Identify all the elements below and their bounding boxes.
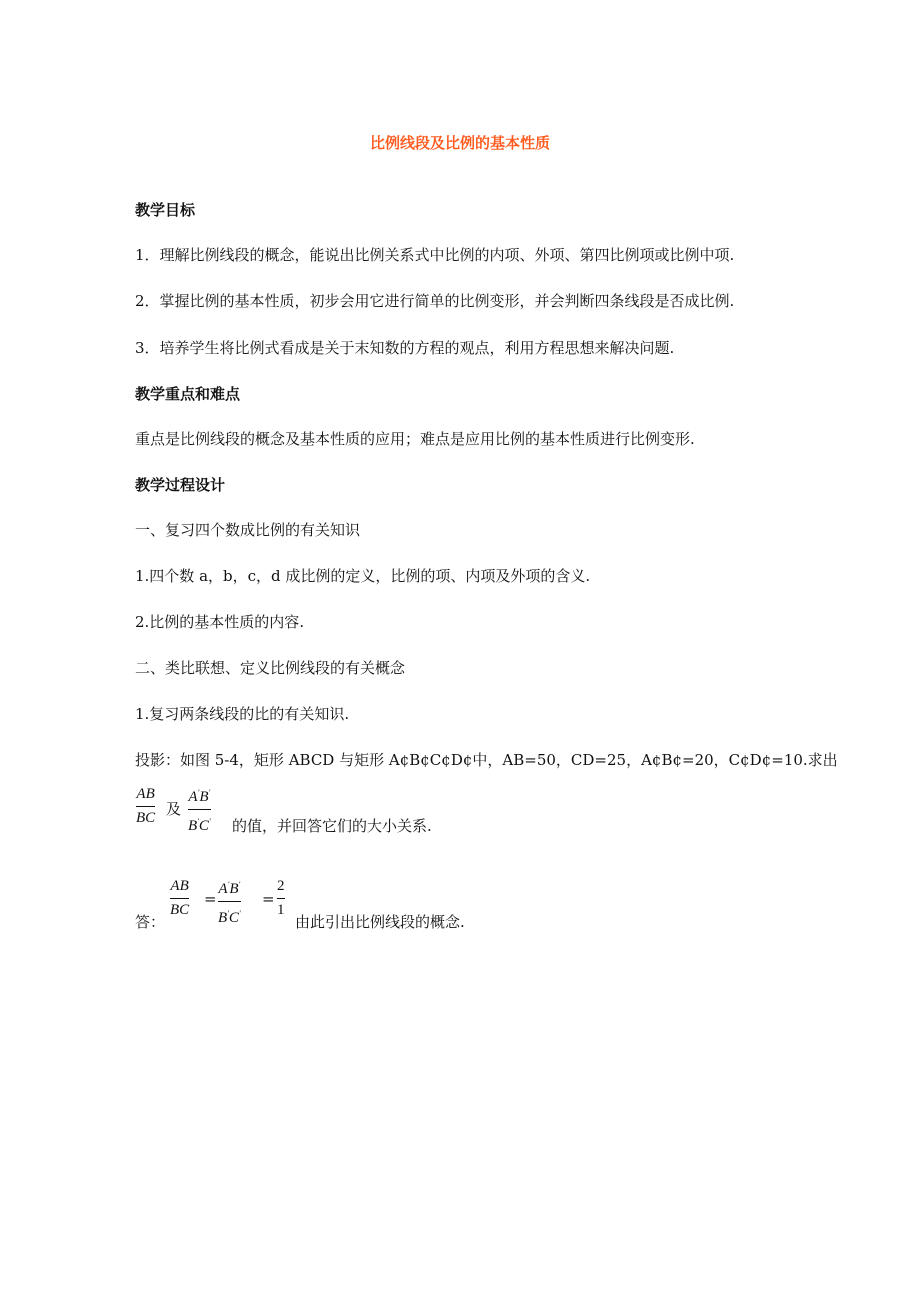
frac-denominator: BC xyxy=(170,902,190,918)
fraction-bar xyxy=(277,898,285,899)
equals-sign-1: = xyxy=(204,890,217,908)
question-connector: 及 xyxy=(166,800,182,818)
fraction-bar xyxy=(188,809,211,810)
key-heading: 教学重点和难点 xyxy=(135,385,241,403)
fraction-prime xyxy=(188,784,211,835)
fraction-ab-bc xyxy=(136,786,155,827)
fraction-bar xyxy=(218,901,241,902)
frac-denominator: BC xyxy=(136,810,156,826)
frac-numerator-prime: A'B' xyxy=(188,788,211,805)
frac-numerator: AB xyxy=(136,786,155,802)
objective-1: 1．理解比例线段的概念，能说出比例关系式中比例的内项、外项、第四比例项或比例中项. xyxy=(135,246,735,264)
objective-2: 2．掌握比例的基本性质，初步会用它进行简单的比例变形，并会判断四条线段是否成比例. xyxy=(135,292,735,310)
fraction-bar xyxy=(136,806,155,807)
projection-text: 投影：如图 5-4，矩形 ABCD 与矩形 A¢B¢C¢D¢中，AB=50，CD=25，A¢B¢=20，C¢D¢=10.求出 xyxy=(135,751,838,769)
answer-fraction-2-1 xyxy=(277,878,285,919)
equals-sign-2: = xyxy=(262,890,275,908)
frac-denominator-prime: B'C' xyxy=(218,909,241,926)
answer-fraction-ab-bc xyxy=(170,878,189,919)
objectives-heading: 教学目标 xyxy=(135,201,196,219)
answer-fraction-prime xyxy=(218,876,241,927)
question-tail: 的值，并回答它们的大小关系. xyxy=(232,817,432,835)
frac-numerator-prime: A'B' xyxy=(218,880,241,897)
part1-item1: 1.四个数 a，b，c，d 成比例的定义，比例的项、内项及外项的含义. xyxy=(135,567,591,585)
page-title: 比例线段及比例的基本性质 xyxy=(369,134,550,152)
part2-title: 二、类比联想、定义比例线段的有关概念 xyxy=(135,659,406,677)
process-heading: 教学过程设计 xyxy=(135,476,226,494)
frac-denominator-1: 1 xyxy=(277,902,285,918)
frac-denominator-prime: B'C' xyxy=(188,817,211,834)
part1-title: 一、复习四个数成比例的有关知识 xyxy=(135,521,361,539)
fraction-bar xyxy=(170,898,189,899)
part1-item2: 2.比例的基本性质的内容. xyxy=(135,613,305,631)
key-text: 重点是比例线段的概念及基本性质的应用；难点是应用比例的基本性质进行比例变形. xyxy=(135,430,695,448)
answer-tail: 由此引出比例线段的概念. xyxy=(295,913,465,931)
frac-numerator-2: 2 xyxy=(277,878,285,894)
objective-3: 3．培养学生将比例式看成是关于末知数的方程的观点，利用方程思想来解决问题. xyxy=(135,339,675,357)
part2-item1: 1.复习两条线段的比的有关知识. xyxy=(135,705,350,723)
answer-label: 答： xyxy=(135,913,166,931)
frac-numerator: AB xyxy=(170,878,189,894)
